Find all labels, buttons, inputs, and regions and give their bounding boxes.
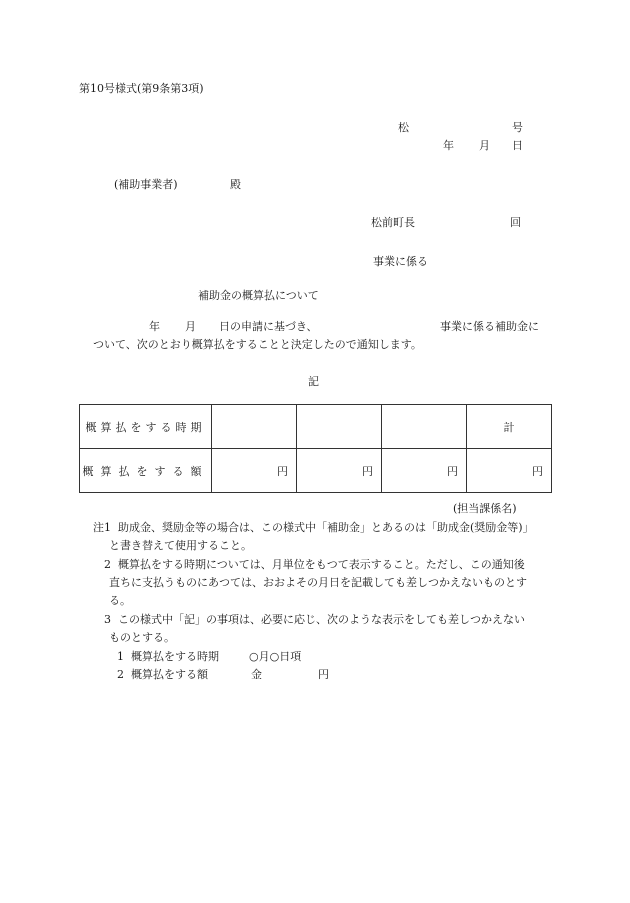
subject: 補助金の概算払について bbox=[198, 289, 319, 302]
amount-cell: 円 bbox=[382, 449, 467, 493]
note-3-line-1: この様式中「記」の事項は、必要に応じ、次のような表示をしても差しつかえない bbox=[118, 613, 525, 626]
note-2-prefix: 2 bbox=[104, 558, 111, 571]
example-2-kin: 金 bbox=[251, 668, 262, 681]
example-2-number: 2 bbox=[117, 668, 124, 681]
amount-cell: 円 bbox=[467, 449, 552, 493]
table-row bbox=[80, 405, 552, 449]
total-header: 計 bbox=[467, 405, 552, 449]
note-1-line-2: と書き替えて使用すること。 bbox=[109, 539, 252, 552]
example-2-yen: 円 bbox=[318, 668, 329, 681]
timing-cell bbox=[212, 405, 297, 449]
amount-cell: 円 bbox=[297, 449, 382, 493]
note-2-line-2: 直ちに支払うものにあつては、おおよその月日を記載しても差しつかえないものとす bbox=[109, 576, 527, 589]
example-1-number: 1 bbox=[117, 650, 124, 663]
note-2-line-1: 概算払をする時期については、月単位をもつて表示すること。ただし、この通知後 bbox=[118, 558, 525, 571]
note-1-prefix: 注1 bbox=[93, 521, 111, 534]
addressee-honorific: 殿 bbox=[230, 178, 241, 191]
date-day: 日 bbox=[512, 139, 523, 152]
amount-cell: 円 bbox=[212, 449, 297, 493]
body-line-2: ついて、次のとおり概算払をすることと決定したので通知します。 bbox=[93, 338, 422, 351]
ki-heading: 記 bbox=[308, 375, 319, 388]
sender-name: 松前町長 bbox=[371, 216, 415, 229]
doc-number-suffix: 号 bbox=[512, 121, 523, 134]
note-3-line-2: ものとする。 bbox=[109, 631, 175, 644]
note-1-line-1: 助成金、奨励金等の場合は、この様式中「補助金」とあるのは「助成金(奨励金等)」 bbox=[118, 521, 534, 534]
example-2-label: 概算払をする額 bbox=[131, 668, 208, 681]
payment-amount-header: 概算払をする額 bbox=[80, 449, 212, 493]
note-3-prefix: 3 bbox=[104, 613, 111, 626]
timing-cell bbox=[382, 405, 467, 449]
date-year: 年 bbox=[443, 139, 454, 152]
example-1-label: 概算払をする時期 bbox=[131, 650, 219, 663]
date-month: 月 bbox=[479, 139, 490, 152]
table-row bbox=[80, 449, 552, 493]
contact-section: (担当課係名) bbox=[453, 502, 517, 515]
payment-table bbox=[79, 404, 552, 493]
project-line: 事業に係る bbox=[373, 255, 428, 268]
body-project-text: 事業に係る補助金に bbox=[440, 320, 539, 333]
doc-number-prefix: 松 bbox=[398, 121, 409, 134]
seal-mark: 回 bbox=[510, 216, 521, 229]
example-1-value: ○月○日項 bbox=[249, 650, 302, 663]
addressee-label: (補助事業者) bbox=[114, 178, 178, 191]
body-year: 年 bbox=[149, 320, 160, 333]
form-number: 第10号様式(第9条第3項) bbox=[79, 82, 204, 95]
note-2-line-3: る。 bbox=[109, 594, 131, 607]
timing-cell bbox=[297, 405, 382, 449]
body-day-text: 日の申請に基づき、 bbox=[219, 320, 318, 333]
payment-timing-header: 概算払をする時期 bbox=[80, 405, 212, 449]
body-month: 月 bbox=[185, 320, 196, 333]
